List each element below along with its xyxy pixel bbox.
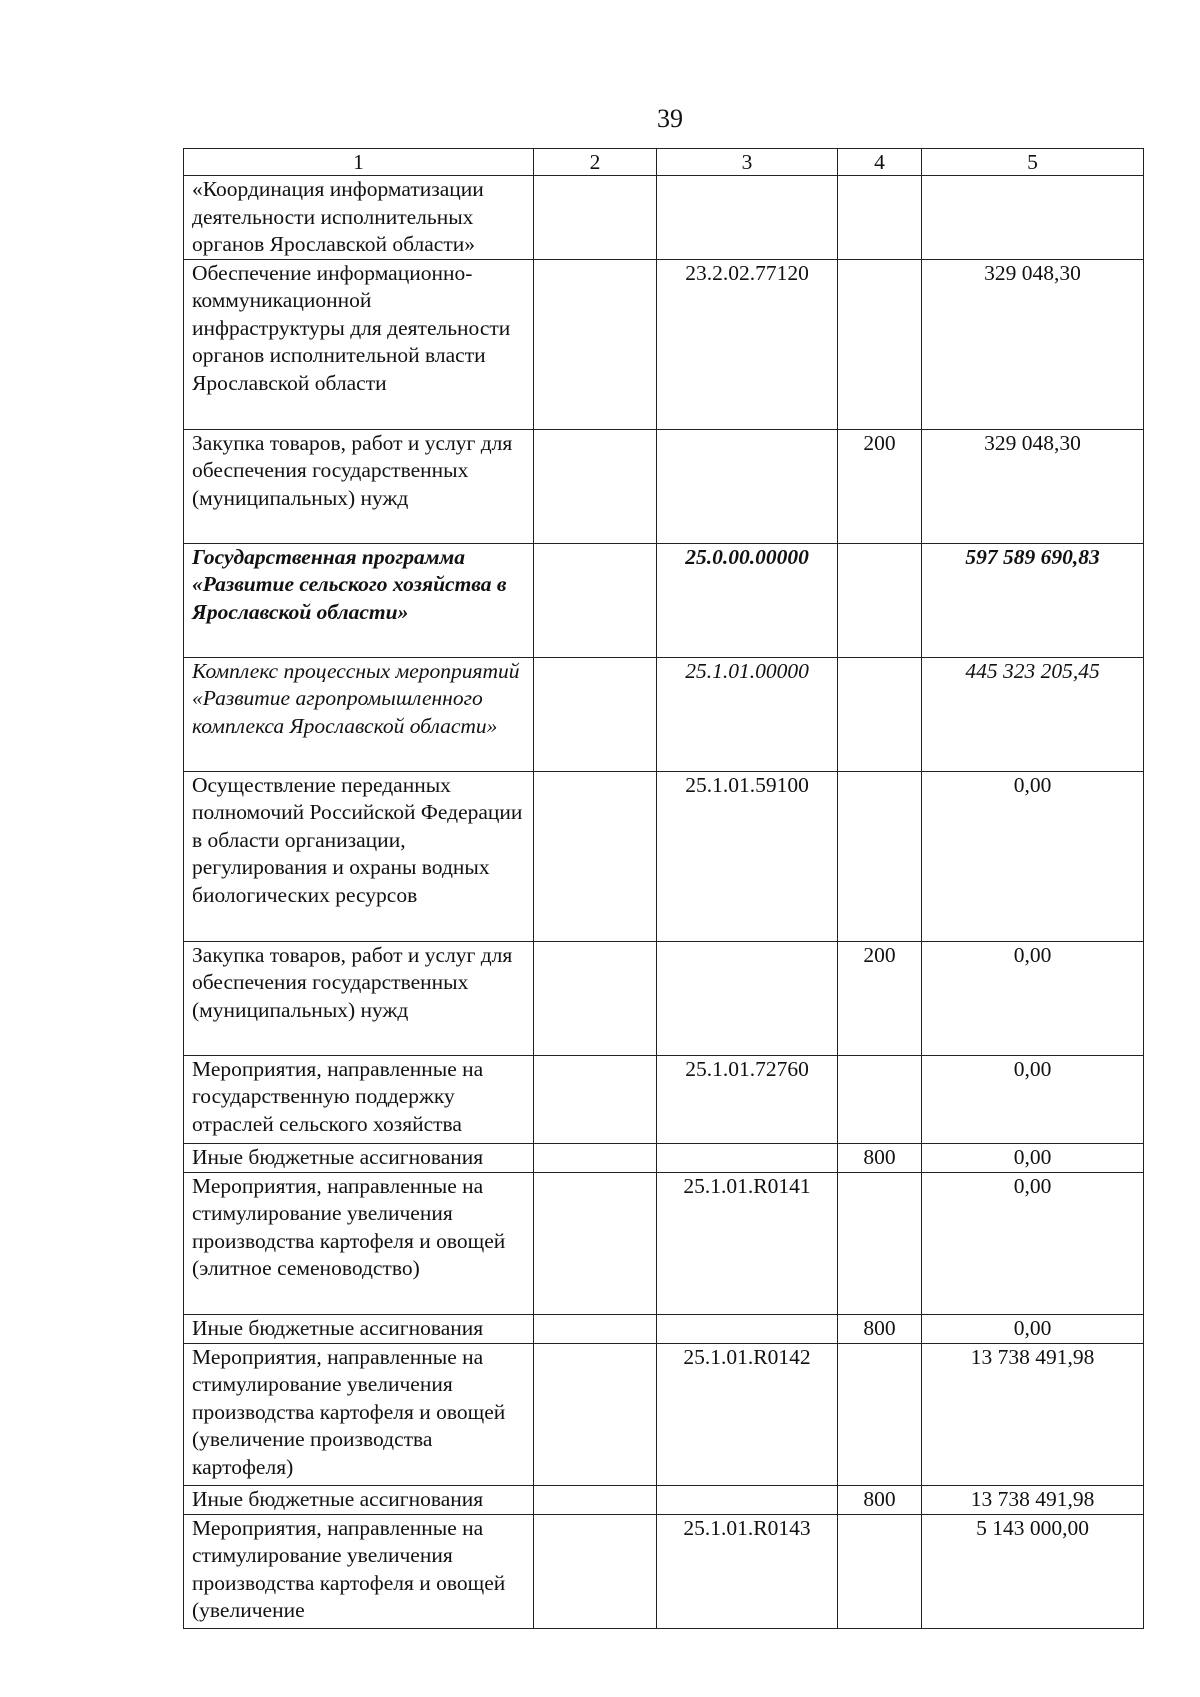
row-name: Мероприятия, направленные на стимулирование увеличения производства картофеля и овощей (увеличение <box>184 1514 534 1628</box>
row-name: Обеспечение информационно-коммуникационной инфраструктуры для деятельности органов исполнительной власти Ярославской области <box>184 259 534 429</box>
row-code: 25.1.01.00000 <box>657 657 838 771</box>
header-col-2: 2 <box>534 149 657 176</box>
header-col-4: 4 <box>838 149 922 176</box>
row-col2 <box>534 941 657 1055</box>
row-sum: 0,00 <box>922 771 1144 941</box>
row-sum: 0,00 <box>922 1055 1144 1143</box>
row-code <box>657 429 838 543</box>
table-row <box>184 657 1144 771</box>
row-sum: 5 143 000,00 <box>922 1514 1144 1628</box>
row-name: Мероприятия, направленные на стимулирование увеличения производства картофеля и овощей (элитное семеноводство) <box>184 1172 534 1314</box>
row-kvr: 200 <box>838 941 922 1055</box>
row-code: 25.1.01.R0142 <box>657 1343 838 1485</box>
row-name: Закупка товаров, работ и услуг для обеспечения государственных (муниципальных) нужд <box>184 941 534 1055</box>
row-col2 <box>534 543 657 657</box>
row-sum <box>922 176 1144 260</box>
row-col2 <box>534 1172 657 1314</box>
row-name: Закупка товаров, работ и услуг для обеспечения государственных (муниципальных) нужд <box>184 429 534 543</box>
row-name: «Координация информатизации деятельности исполнительных органов Ярославской области» <box>184 176 534 260</box>
row-col2 <box>534 1485 657 1514</box>
row-name: Мероприятия, направленные на стимулирование увеличения производства картофеля и овощей (увеличение производства картофеля) <box>184 1343 534 1485</box>
row-code: 25.0.00.00000 <box>657 543 838 657</box>
row-name: Иные бюджетные ассигнования <box>184 1143 534 1172</box>
row-col2 <box>534 1143 657 1172</box>
row-code: 25.1.01.R0143 <box>657 1514 838 1628</box>
row-code <box>657 1485 838 1514</box>
row-code <box>657 1143 838 1172</box>
row-name: Осуществление переданных полномочий Российской Федерации в области организации, регулирования и охраны водных биологических ресурсов <box>184 771 534 941</box>
row-sum: 13 738 491,98 <box>922 1485 1144 1514</box>
row-kvr: 800 <box>838 1314 922 1343</box>
row-sum: 597 589 690,83 <box>922 543 1144 657</box>
row-sum: 0,00 <box>922 1172 1144 1314</box>
row-name: Иные бюджетные ассигнования <box>184 1314 534 1343</box>
row-kvr: 800 <box>838 1485 922 1514</box>
row-col2 <box>534 657 657 771</box>
table-row <box>184 1314 1144 1343</box>
row-code: 23.2.02.77120 <box>657 259 838 429</box>
table-row <box>184 1485 1144 1514</box>
row-name: Мероприятия, направленные на государственную поддержку отраслей сельского хозяйства <box>184 1055 534 1143</box>
row-code: 25.1.01.59100 <box>657 771 838 941</box>
row-col2 <box>534 1055 657 1143</box>
row-sum: 0,00 <box>922 1143 1144 1172</box>
row-kvr <box>838 771 922 941</box>
row-sum: 0,00 <box>922 941 1144 1055</box>
row-kvr <box>838 1172 922 1314</box>
row-col2 <box>534 259 657 429</box>
table-row <box>184 259 1144 429</box>
row-kvr <box>838 1514 922 1628</box>
row-col2 <box>534 1314 657 1343</box>
row-sum: 13 738 491,98 <box>922 1343 1144 1485</box>
table-row <box>184 1514 1144 1628</box>
row-sum: 445 323 205,45 <box>922 657 1144 771</box>
row-kvr <box>838 657 922 771</box>
table-row <box>184 941 1144 1055</box>
row-kvr <box>838 1343 922 1485</box>
table-row <box>184 429 1144 543</box>
row-name: Иные бюджетные ассигнования <box>184 1485 534 1514</box>
row-sum: 329 048,30 <box>922 259 1144 429</box>
table-row <box>184 1172 1144 1314</box>
row-code <box>657 1314 838 1343</box>
row-name: Комплекс процессных мероприятий «Развитие агропромышленного комплекса Ярославской области» <box>184 657 534 771</box>
row-code <box>657 941 838 1055</box>
header-col-3: 3 <box>657 149 838 176</box>
row-col2 <box>534 176 657 260</box>
table-row <box>184 1055 1144 1143</box>
header-col-1: 1 <box>184 149 534 176</box>
row-code <box>657 176 838 260</box>
row-kvr <box>838 1055 922 1143</box>
row-code: 25.1.01.R0141 <box>657 1172 838 1314</box>
row-col2 <box>534 1343 657 1485</box>
budget-table <box>183 148 1144 1629</box>
table-header-row <box>184 149 1144 176</box>
table-row <box>184 176 1144 260</box>
row-col2 <box>534 429 657 543</box>
table-row <box>184 1143 1144 1172</box>
page-number: 39 <box>657 104 683 133</box>
row-col2 <box>534 771 657 941</box>
row-kvr: 200 <box>838 429 922 543</box>
row-sum: 329 048,30 <box>922 429 1144 543</box>
row-col2 <box>534 1514 657 1628</box>
table-row <box>184 543 1144 657</box>
table-row <box>184 1343 1144 1485</box>
row-code: 25.1.01.72760 <box>657 1055 838 1143</box>
header-col-5: 5 <box>922 149 1144 176</box>
row-kvr <box>838 176 922 260</box>
table-row <box>184 771 1144 941</box>
row-sum: 0,00 <box>922 1314 1144 1343</box>
row-kvr <box>838 543 922 657</box>
row-kvr: 800 <box>838 1143 922 1172</box>
row-kvr <box>838 259 922 429</box>
row-name: Государственная программа «Развитие сельского хозяйства в Ярославской области» <box>184 543 534 657</box>
